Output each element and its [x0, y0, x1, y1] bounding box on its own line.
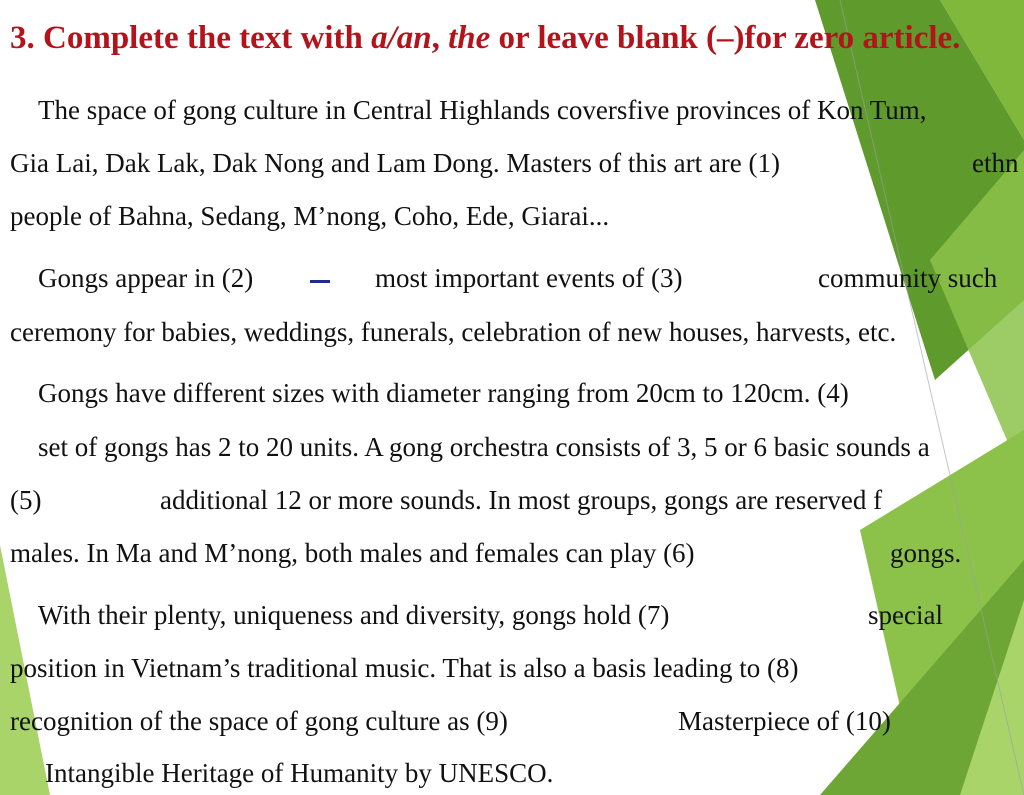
text-line: gongs. — [890, 538, 962, 568]
heading-rest: or leave blank (–)for zero article. — [490, 20, 961, 56]
text-line: ceremony for babies, weddings, funerals, celebration of new houses, harvests, etc. — [10, 317, 897, 347]
text-line: additional 12 or more sounds. In most groups, gongs are reserved f — [160, 485, 883, 515]
text-line: Gia Lai, Dak Lak, Dak Nong and Lam Dong. Masters of this art are (1) — [10, 148, 781, 178]
text-line: recognition of the space of gong culture as (9) — [10, 706, 508, 736]
heading-separator: , — [431, 20, 449, 56]
text-line: community such — [818, 263, 998, 293]
text-line: Masterpiece of (10) — [678, 706, 891, 736]
heading-number: 3. Complete the text with — [10, 20, 372, 56]
text-line: people of Bahna, Sedang, M’nong, Coho, Ede, Giarai... — [10, 201, 610, 231]
heading-option-a-an: a/an — [371, 20, 432, 56]
answer-dash-mark — [310, 280, 330, 283]
text-line: special — [868, 600, 943, 630]
text-line: most important events of (3) — [375, 263, 683, 293]
exercise-heading — [10, 20, 960, 57]
text-line: Gongs appear in (2) — [38, 263, 254, 293]
text-line: Intangible Heritage of Humanity by UNESCO. — [45, 758, 554, 788]
text-line: Gongs have different sizes with diameter ranging from 20cm to 120cm. (4) — [38, 378, 849, 408]
text-line: position in Vietnam’s traditional music. That is also a basis leading to (8) — [10, 653, 799, 683]
text-line: set of gongs has 2 to 20 units. A gong orchestra consists of 3, 5 or 6 basic sounds a — [38, 432, 930, 462]
text-line: ethn — [972, 148, 1019, 178]
text-line: The space of gong culture in Central Highlands coversfive provinces of Kon Tum, — [38, 95, 927, 125]
text-line: males. In Ma and M’nong, both males and females can play (6) — [10, 538, 695, 568]
text-line: With their plenty, uniqueness and diversity, gongs hold (7) — [38, 600, 670, 630]
heading-option-the: the — [448, 20, 491, 56]
text-line: (5) — [10, 485, 42, 515]
